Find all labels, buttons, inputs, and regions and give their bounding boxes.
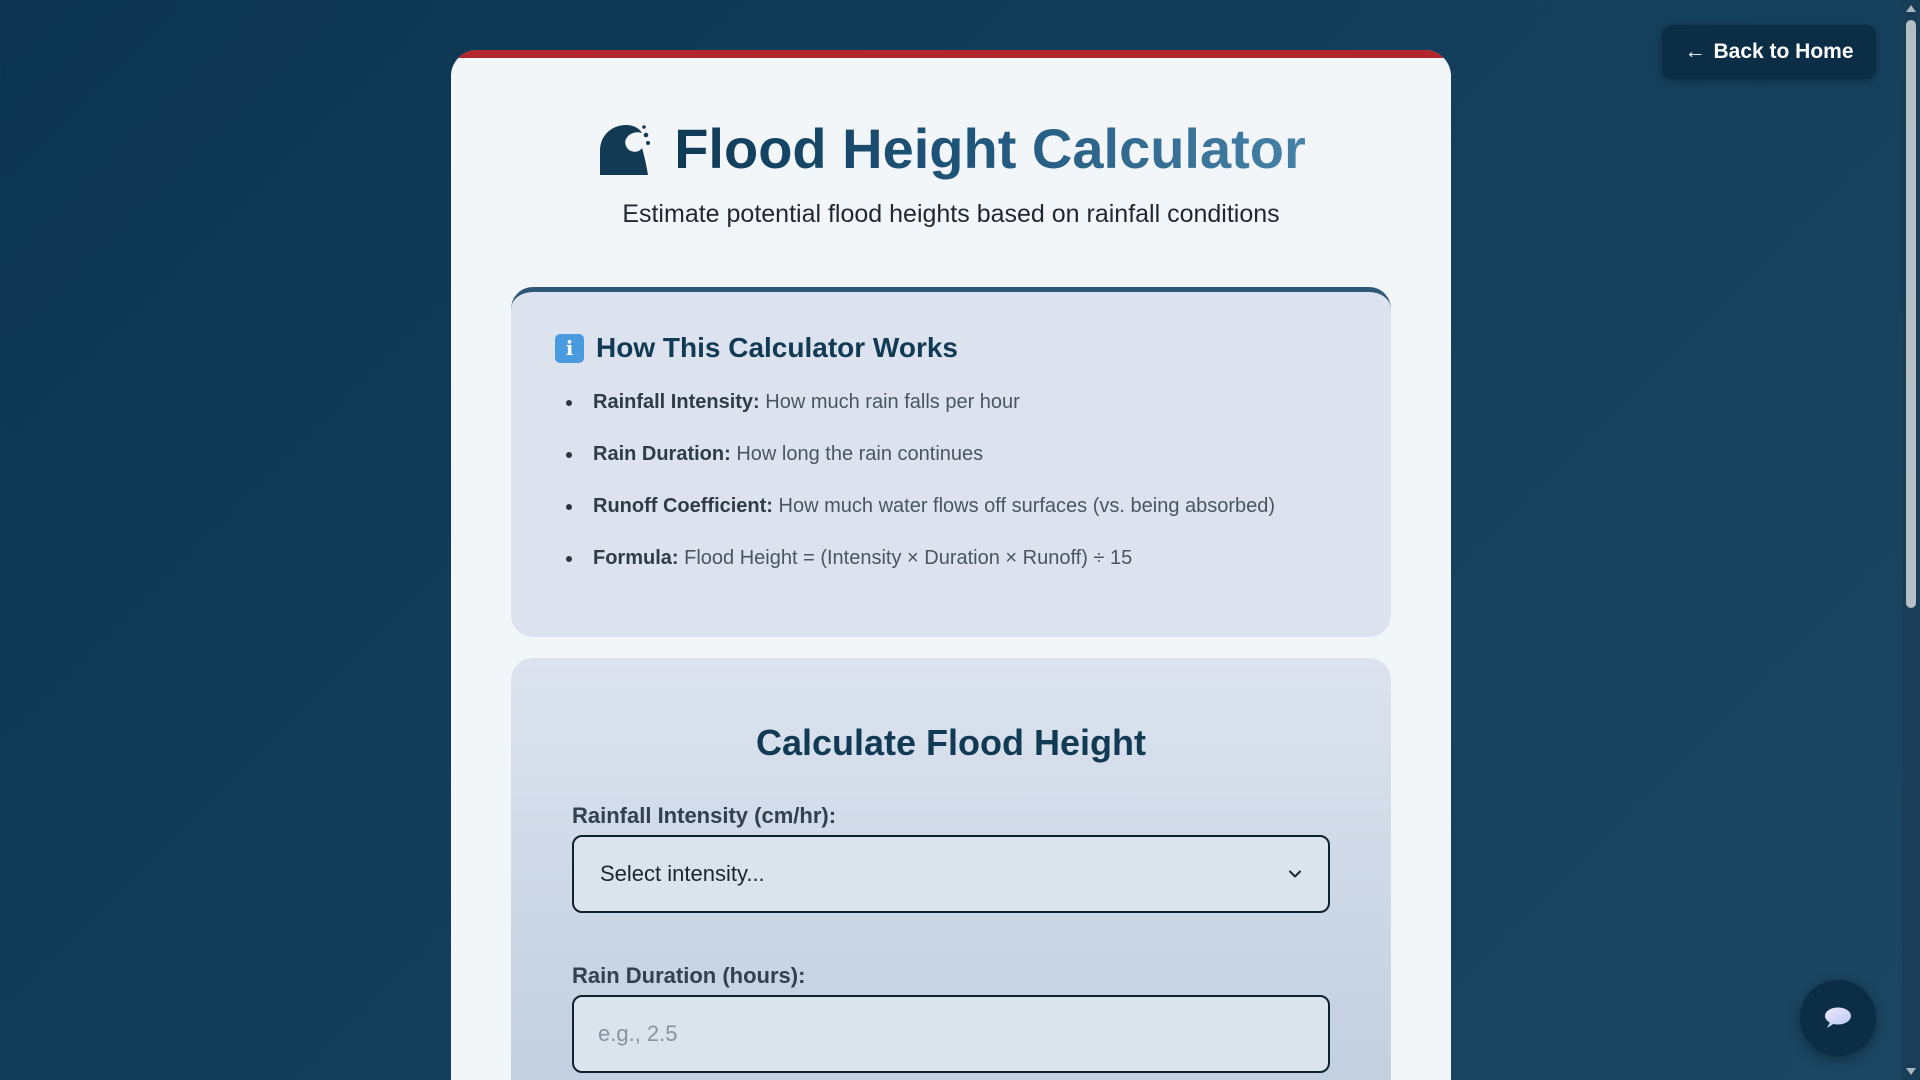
- scrollbar-thumb[interactable]: [1906, 20, 1916, 608]
- list-item-term: Formula:: [593, 547, 679, 569]
- intensity-select-value: Select intensity...: [600, 861, 765, 886]
- info-title: How This Calculator Works: [596, 332, 958, 363]
- calculator-form: [511, 658, 1391, 1080]
- duration-input[interactable]: [572, 995, 1330, 1073]
- list-item: [581, 392, 1275, 413]
- form-title: Calculate Flood Height: [755, 722, 1147, 763]
- back-to-home-button[interactable]: [1662, 25, 1876, 79]
- scroll-up-icon[interactable]: [1906, 5, 1916, 12]
- back-to-home-label: Back to Home: [1713, 40, 1854, 63]
- arrow-left-icon: ←: [1684, 40, 1706, 63]
- list-item: [581, 496, 1275, 517]
- list-item: [581, 444, 1275, 465]
- list-item-desc: How long the rain continues: [736, 443, 984, 465]
- wave-icon: [596, 121, 652, 177]
- list-item-term: Runoff Coefficient:: [593, 495, 773, 517]
- how-it-works-panel: [511, 287, 1391, 637]
- info-heading: [555, 332, 958, 364]
- list-item-desc: How much water flows off surfaces (vs. being absorbed): [778, 495, 1276, 517]
- list-item-term: Rainfall Intensity:: [593, 391, 760, 413]
- intensity-label: Rainfall Intensity (cm/hr):: [572, 803, 837, 828]
- info-icon: i: [555, 334, 584, 363]
- list-item-desc: Flood Height = (Intensity × Duration × Runoff) ÷ 15: [684, 547, 1133, 569]
- page-header: [451, 116, 1451, 181]
- card-accent-bar: [451, 50, 1451, 58]
- list-item: [581, 548, 1275, 569]
- info-list: [581, 392, 1275, 600]
- chat-button[interactable]: [1800, 980, 1876, 1056]
- chat-bubble-icon: [1823, 1006, 1853, 1030]
- intensity-select[interactable]: [572, 835, 1330, 913]
- page-scrollbar[interactable]: [1902, 0, 1920, 1080]
- scroll-down-icon[interactable]: [1906, 1068, 1916, 1075]
- list-item-term: Rain Duration:: [593, 443, 731, 465]
- page-subtitle: Estimate potential flood heights based on rainfall conditions: [622, 200, 1280, 228]
- calculator-card: [451, 50, 1451, 1080]
- chevron-down-icon: [1288, 867, 1302, 881]
- list-item-desc: How much rain falls per hour: [765, 391, 1020, 413]
- duration-label: Rain Duration (hours):: [572, 963, 806, 988]
- page-title: Flood Height Calculator: [674, 117, 1306, 180]
